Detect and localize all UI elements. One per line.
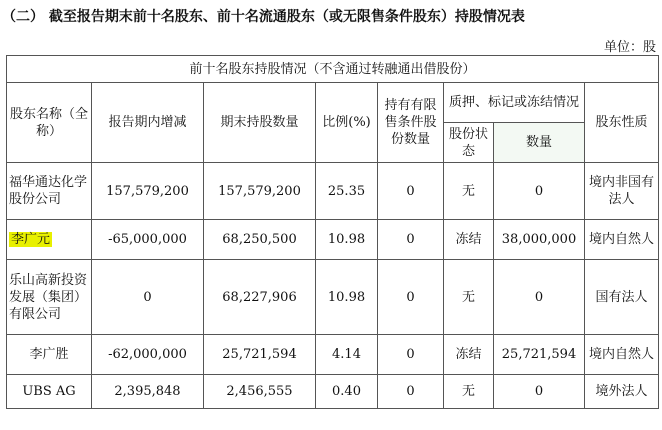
cell-name bbox=[7, 220, 92, 260]
cell-change: -65,000,000 bbox=[92, 220, 204, 260]
header-pledge-qty: 数量 bbox=[494, 123, 585, 163]
cell-status: 无 bbox=[444, 163, 494, 220]
header-name: 股东名称（全称） bbox=[7, 83, 92, 163]
cell-change: -62,000,000 bbox=[92, 335, 204, 375]
header-change: 报告期内增减 bbox=[92, 83, 204, 163]
table-row bbox=[7, 375, 659, 409]
shareholder-table bbox=[6, 55, 659, 409]
cell-nature: 境外法人 bbox=[585, 375, 659, 409]
cell-status: 无 bbox=[444, 375, 494, 409]
unit-label: 单位：股 bbox=[603, 40, 656, 55]
cell-end-shares: 68,250,500 bbox=[204, 220, 316, 260]
table-row bbox=[7, 220, 659, 260]
table-row bbox=[7, 163, 659, 220]
cell-nature: 境内非国有法人 bbox=[585, 163, 659, 220]
cell-end-shares: 2,456,555 bbox=[204, 375, 316, 409]
highlighted-name: 李广元 bbox=[11, 232, 51, 247]
cell-qty: 0 bbox=[494, 163, 585, 220]
cell-change: 157,579,200 bbox=[92, 163, 204, 220]
cell-restricted: 0 bbox=[378, 220, 444, 260]
cell-nature: 境内自然人 bbox=[585, 335, 659, 375]
group-header: 前十名股东持股情况（不含通过转融通出借股份） bbox=[7, 56, 659, 83]
cell-end-shares: 25,721,594 bbox=[204, 335, 316, 375]
cell-change: 0 bbox=[92, 260, 204, 335]
cell-end-shares: 157,579,200 bbox=[204, 163, 316, 220]
cell-ratio: 4.14 bbox=[316, 335, 378, 375]
cell-ratio: 10.98 bbox=[316, 220, 378, 260]
header-end-shares: 期末持股数量 bbox=[204, 83, 316, 163]
cell-qty: 38,000,000 bbox=[494, 220, 585, 260]
section-title: （二） 截至报告期末前十名股东、前十名流通股东（或无限售条件股东）持股情况表 bbox=[2, 9, 525, 25]
cell-status: 冻结 bbox=[444, 335, 494, 375]
cell-restricted: 0 bbox=[378, 260, 444, 335]
cell-name: 李广胜 bbox=[7, 335, 92, 375]
cell-qty: 25,721,594 bbox=[494, 335, 585, 375]
cell-status: 无 bbox=[444, 260, 494, 335]
cell-nature: 国有法人 bbox=[585, 260, 659, 335]
cell-end-shares: 68,227,906 bbox=[204, 260, 316, 335]
cell-name: UBS AG bbox=[7, 375, 92, 409]
table-row bbox=[7, 260, 659, 335]
header-pledge-group: 质押、标记或冻结情况 bbox=[444, 83, 585, 123]
cell-nature: 境内自然人 bbox=[585, 220, 659, 260]
header-pledge-status: 股份状态 bbox=[444, 123, 494, 163]
cell-change: 2,395,848 bbox=[92, 375, 204, 409]
cell-name: 乐山高新投资发展（集团）有限公司 bbox=[7, 260, 92, 335]
cell-restricted: 0 bbox=[378, 335, 444, 375]
cell-qty: 0 bbox=[494, 375, 585, 409]
header-ratio: 比例(%) bbox=[316, 83, 378, 163]
cell-ratio: 25.35 bbox=[316, 163, 378, 220]
cell-name: 福华通达化学股份公司 bbox=[7, 163, 92, 220]
cell-qty: 0 bbox=[494, 260, 585, 335]
header-nature: 股东性质 bbox=[585, 83, 659, 163]
cell-ratio: 0.40 bbox=[316, 375, 378, 409]
table-row bbox=[7, 335, 659, 375]
cell-restricted: 0 bbox=[378, 163, 444, 220]
header-restricted: 持有有限售条件股份数量 bbox=[378, 83, 444, 163]
cell-status: 冻结 bbox=[444, 220, 494, 260]
cell-restricted: 0 bbox=[378, 375, 444, 409]
cell-ratio: 10.98 bbox=[316, 260, 378, 335]
